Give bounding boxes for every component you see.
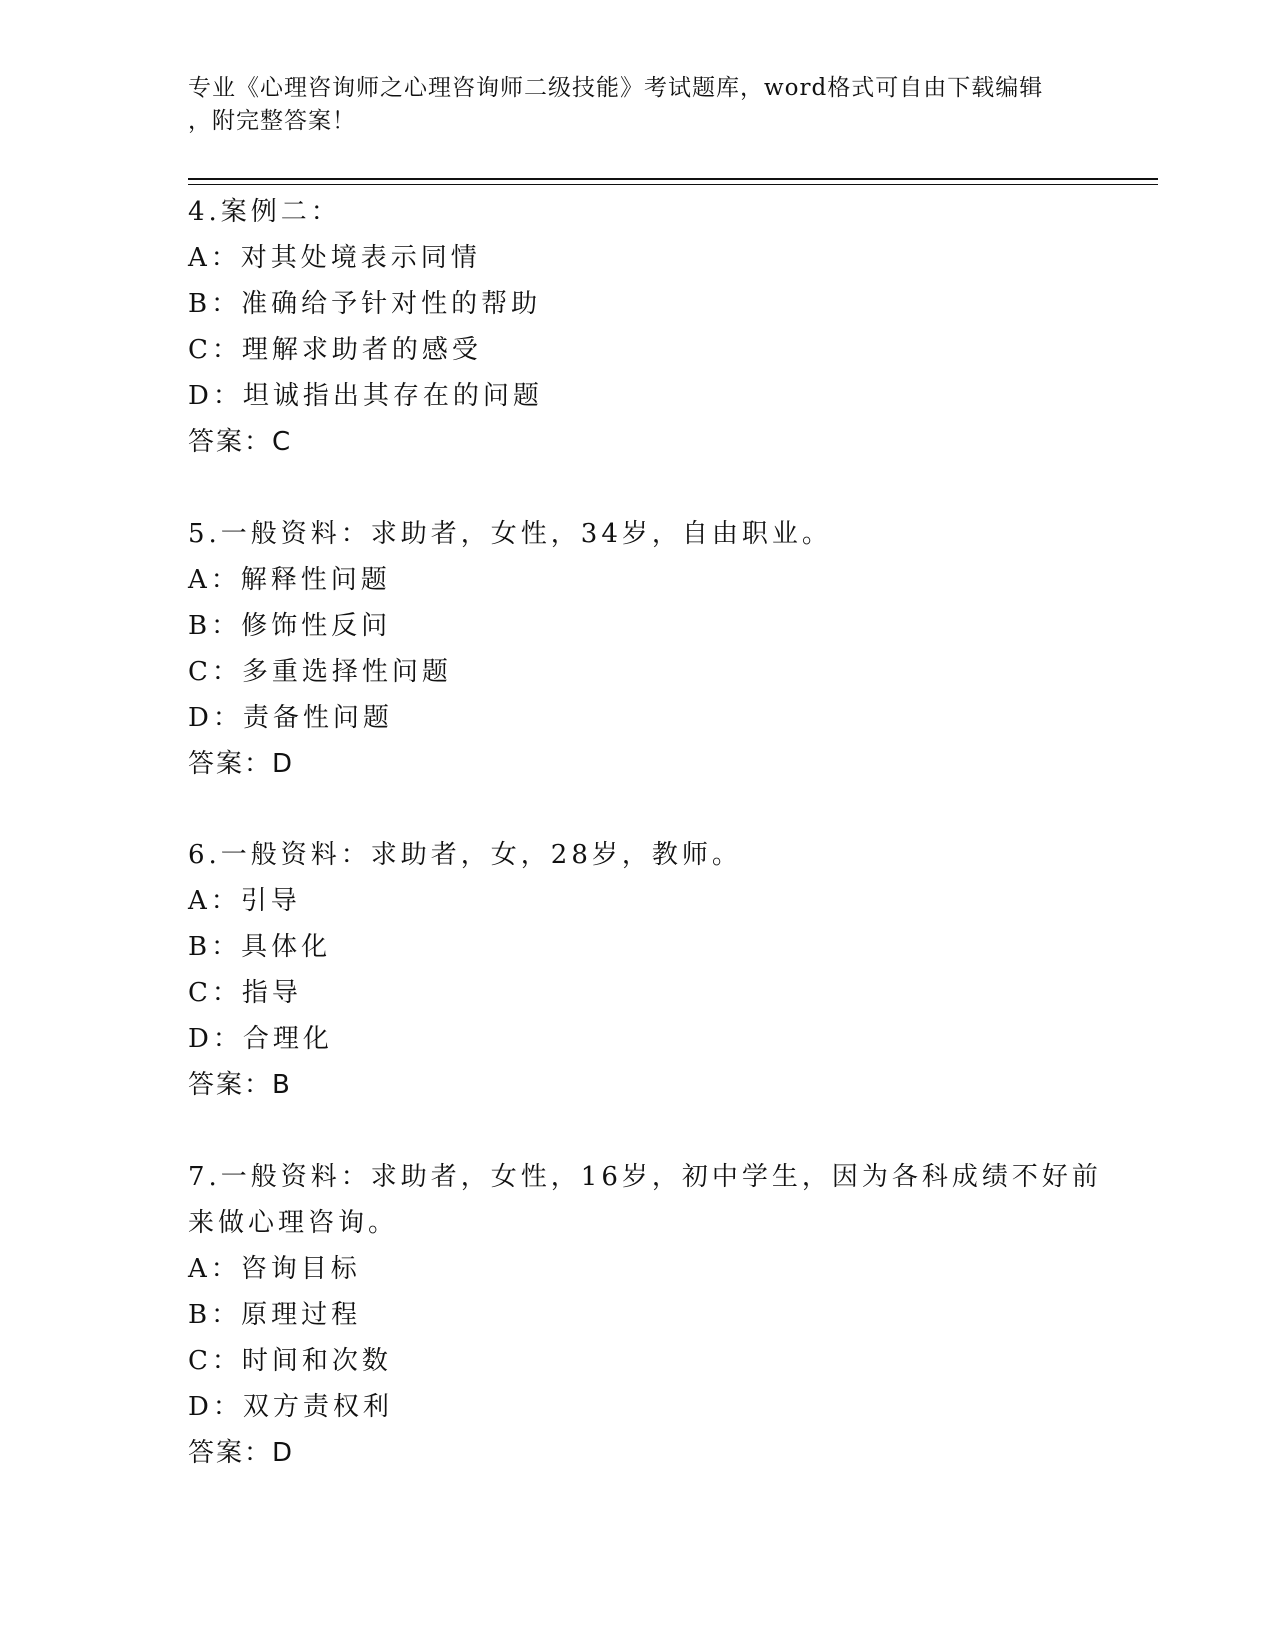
question-stem: 6.一般资料：求助者，女，28岁，教师。 xyxy=(188,840,742,870)
option-a: A：解释性问题 xyxy=(188,565,391,595)
option-d: D：合理化 xyxy=(188,1024,333,1054)
question-stem: 5.一般资料：求助者，女性，34岁，自由职业。 xyxy=(188,519,832,549)
option-b: B：原理过程 xyxy=(188,1300,362,1330)
answer-line: 答案：D xyxy=(188,749,295,779)
header-divider-thick xyxy=(188,178,1158,180)
option-b: B：准确给予针对性的帮助 xyxy=(188,289,542,319)
option-c: C：时间和次数 xyxy=(188,1346,392,1376)
question-block-6 xyxy=(188,832,1068,1108)
option-b: B：具体化 xyxy=(188,932,332,962)
question-stem: 4.案例二： xyxy=(188,197,341,227)
header-divider-thin xyxy=(188,184,1158,185)
option-d: D：双方责权利 xyxy=(188,1392,393,1422)
document-header xyxy=(188,72,1068,138)
header-line-1: 专业《心理咨询师之心理咨询师二级技能》考试题库，word格式可自由下载编辑 xyxy=(188,75,1044,101)
answer-line: 答案：C xyxy=(188,427,293,457)
option-c: C：指导 xyxy=(188,978,302,1008)
question-block-4 xyxy=(188,189,1068,465)
answer-line: 答案：D xyxy=(188,1438,295,1468)
option-b: B：修饰性反问 xyxy=(188,611,392,641)
option-c: C：理解求助者的感受 xyxy=(188,335,482,365)
question-stem-line-1: 7.一般资料：求助者，女性，16岁，初中学生，因为各科成绩不好前 xyxy=(188,1162,1102,1192)
option-a: A：对其处境表示同情 xyxy=(188,243,481,273)
option-c: C：多重选择性问题 xyxy=(188,657,452,687)
option-a: A：咨询目标 xyxy=(188,1254,361,1284)
question-block-7 xyxy=(188,1154,1102,1476)
question-stem-line-2: 来做心理咨询。 xyxy=(188,1208,399,1238)
option-d: D：责备性问题 xyxy=(188,703,393,733)
question-block-5 xyxy=(188,511,1068,787)
option-a: A：引导 xyxy=(188,886,301,916)
header-line-2: ，附完整答案！ xyxy=(188,108,356,134)
answer-line: 答案：B xyxy=(188,1070,292,1100)
option-d: D：坦诚指出其存在的问题 xyxy=(188,381,543,411)
